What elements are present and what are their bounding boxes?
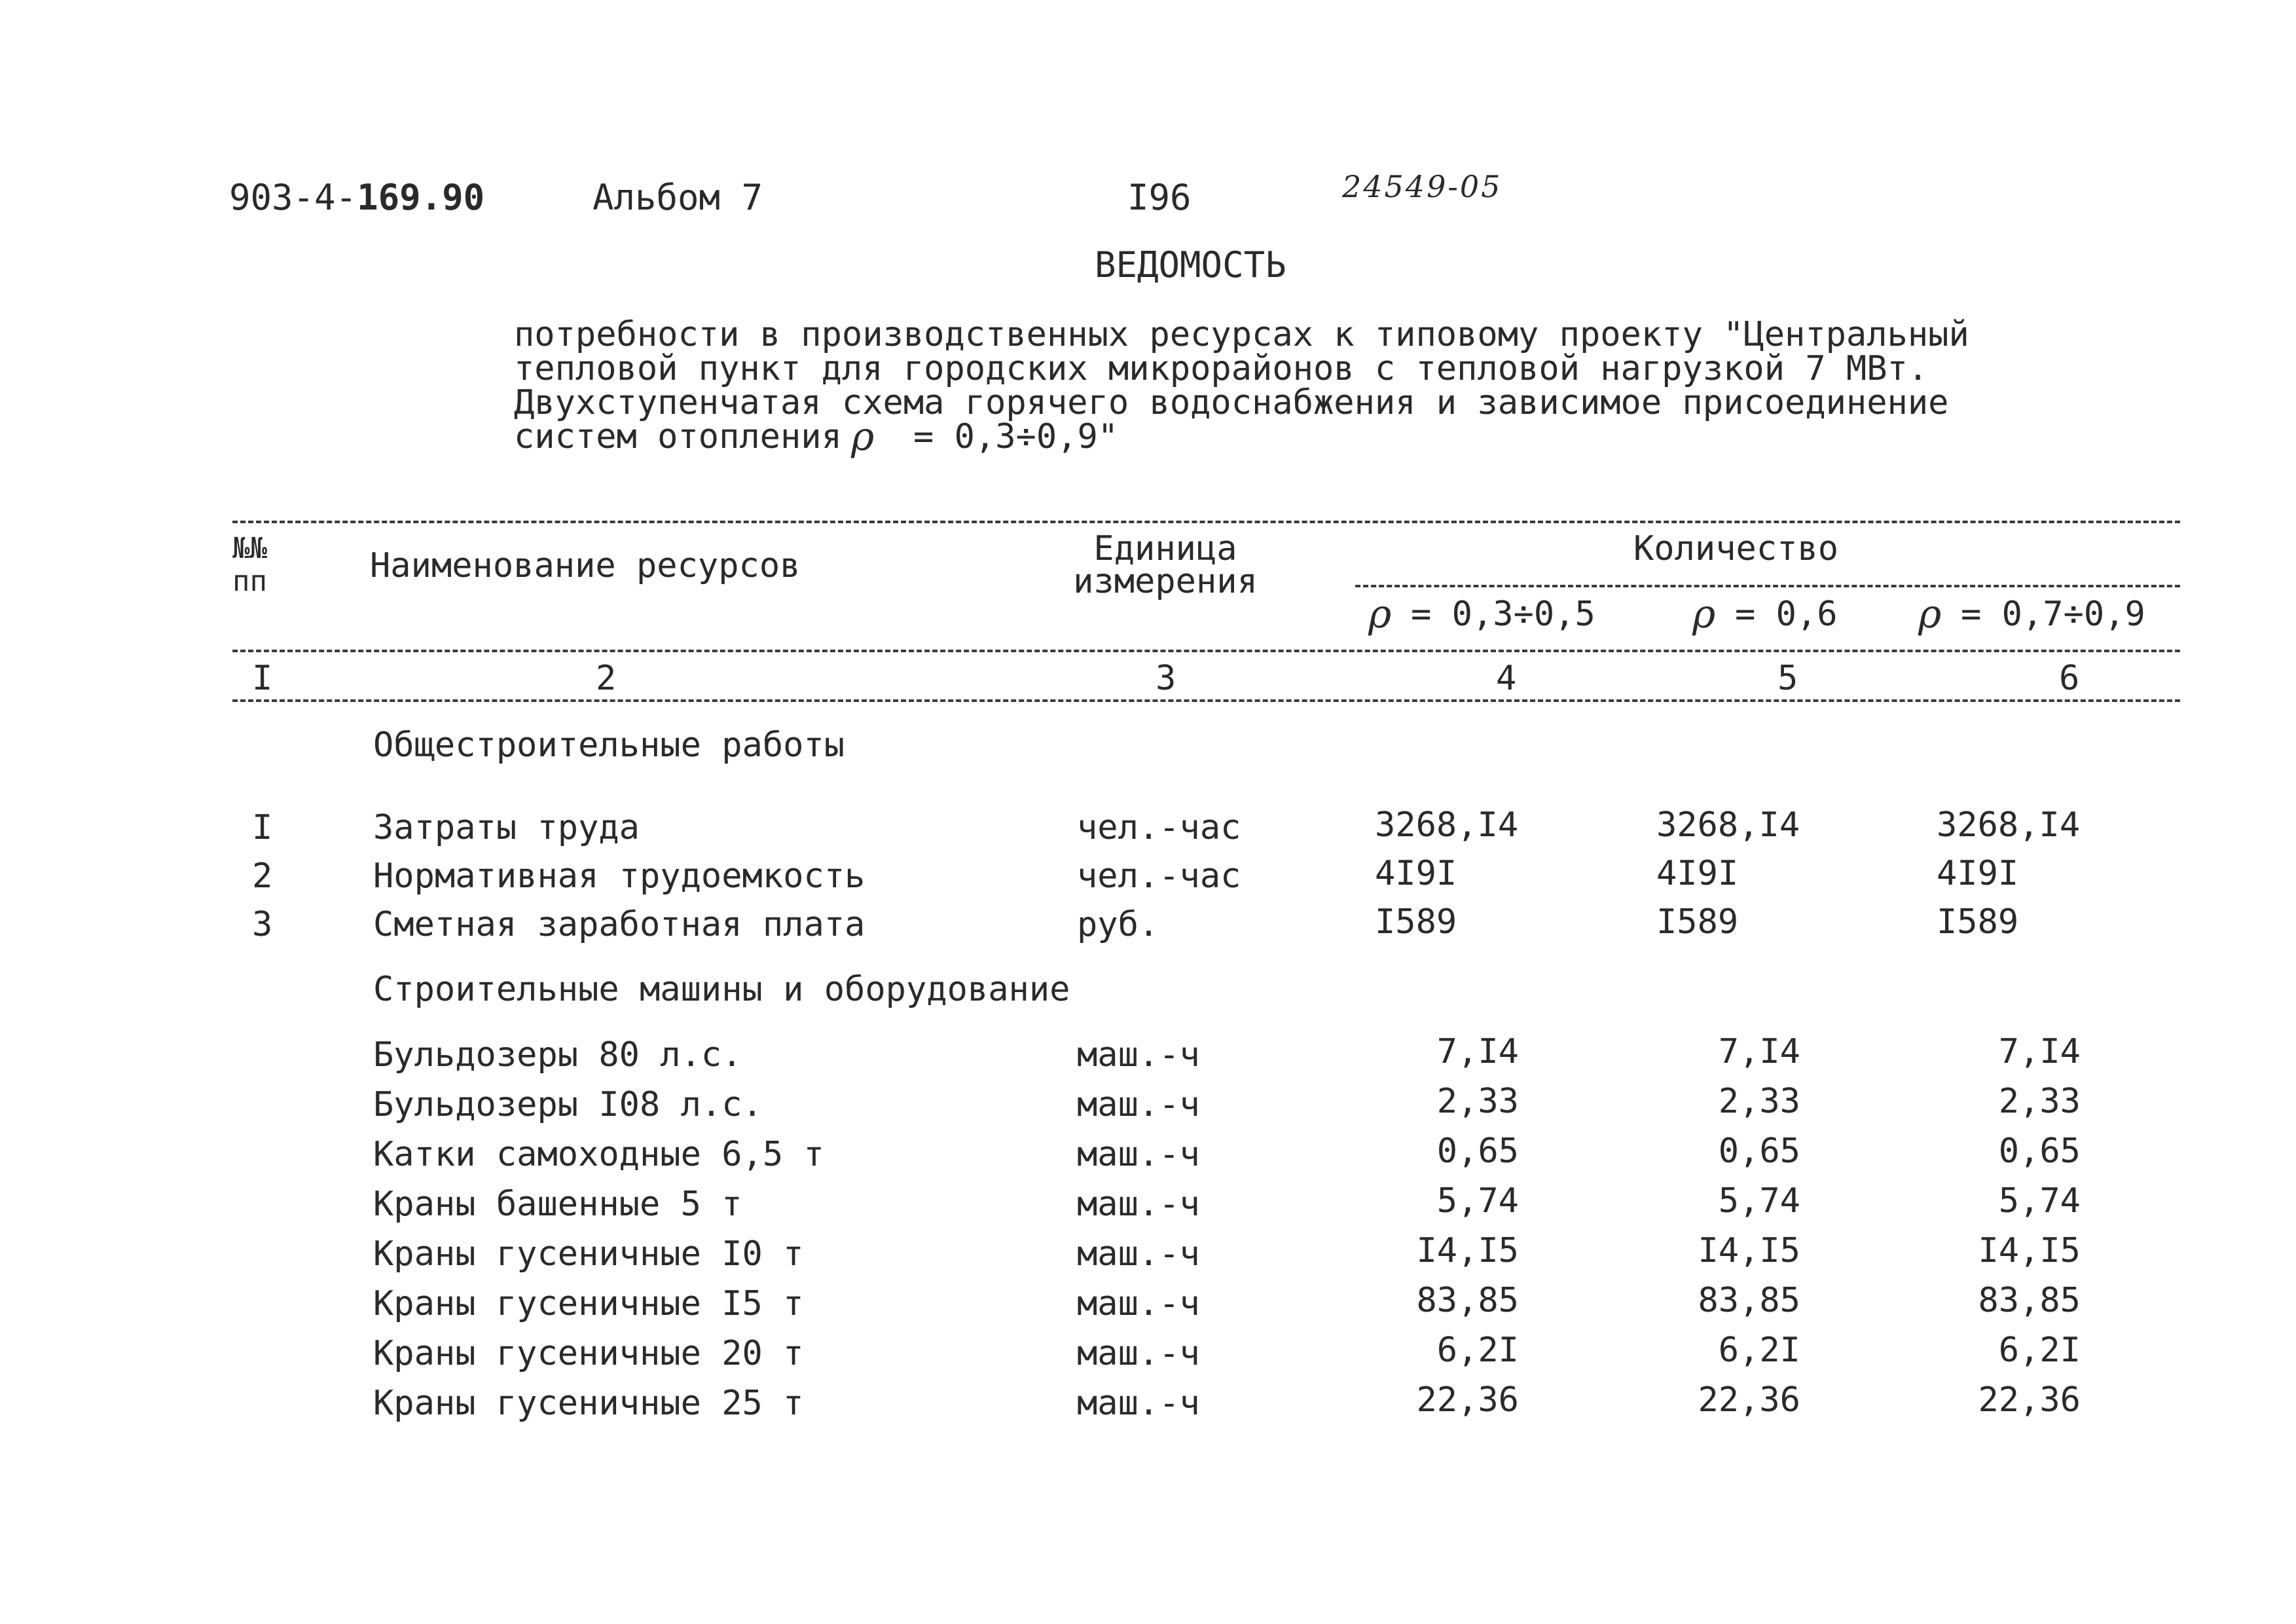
col-number-2: 2: [596, 659, 617, 698]
row-value-3: 6,2I: [1998, 1331, 2081, 1370]
row-unit: маш.-ч: [1077, 1334, 1200, 1373]
row-value-3: I4,I5: [1978, 1231, 2081, 1270]
doc-code: [229, 177, 485, 218]
subtitle-line-4: систем отопления: [514, 417, 842, 456]
page-number: I96: [1127, 177, 1192, 218]
col-unit-line2: измерения: [1073, 562, 1258, 601]
row-value-1: I4,I5: [1416, 1231, 1519, 1270]
row-value-1: I589: [1375, 902, 1457, 942]
row-name: Краны гусеничные 20 т: [373, 1334, 804, 1373]
row-name: Катки самоходные 6,5 т: [373, 1135, 824, 1174]
row-number: I: [252, 808, 273, 847]
row-unit: маш.-ч: [1077, 1384, 1200, 1423]
col-qty-sub-1: = 0,3÷0,5: [1411, 595, 1595, 634]
row-value-1: 0,65: [1436, 1132, 1519, 1171]
row-number: 2: [252, 857, 273, 896]
table-top-rule: [232, 521, 2180, 523]
row-value-2: 5,74: [1718, 1181, 1800, 1221]
col-number-1: I: [252, 659, 273, 698]
row-name: Бульдозеры 80 л.с.: [373, 1035, 742, 1075]
quantity-sub-rule: [1355, 585, 2180, 587]
row-value-3: 83,85: [1978, 1281, 2081, 1320]
row-value-2: 7,I4: [1718, 1032, 1800, 1071]
col-name-header: Наименование ресурсов: [370, 546, 801, 585]
col-num-line2: пп: [232, 564, 267, 598]
row-value-2: 0,65: [1718, 1132, 1800, 1171]
row-name: Затраты труда: [373, 808, 640, 847]
rho-symbol: ρ: [851, 414, 875, 460]
row-unit: маш.-ч: [1077, 1234, 1200, 1274]
rho-symbol-col4: ρ: [1368, 591, 1392, 637]
col-unit-line1: Единица: [1093, 529, 1237, 568]
row-unit: маш.-ч: [1077, 1185, 1200, 1224]
row-number: 3: [252, 905, 273, 944]
row-value-2: I589: [1656, 902, 1739, 942]
row-value-3: 5,74: [1998, 1181, 2081, 1221]
subtitle-line-1: потребности в производственных ресурсах к типовому проекту "Центральный: [514, 315, 1969, 354]
row-value-3: 2,33: [1998, 1082, 2081, 1121]
row-value-1: 5,74: [1436, 1181, 1519, 1221]
row-name: Сметная заработная плата: [373, 905, 866, 944]
row-name: Бульдозеры I08 л.с.: [373, 1085, 763, 1124]
row-name: Нормативная трудоемкость: [373, 857, 866, 896]
subtitle-line-2: тепловой пункт для городских микрорайонов с тепловой нагрузкой 7 МВт.: [514, 349, 1929, 388]
handwritten-number: 24549-05: [1342, 169, 1503, 204]
col-qty-sub-3: = 0,7÷0,9: [1961, 595, 2145, 634]
col-number-5: 5: [1777, 659, 1798, 698]
numbers-bottom-rule: [232, 699, 2180, 702]
row-unit: маш.-ч: [1077, 1085, 1200, 1124]
row-value-2: 83,85: [1698, 1281, 1800, 1320]
row-value-3: 4I9I: [1937, 854, 2019, 893]
row-unit: чел.-час: [1077, 808, 1241, 847]
row-unit: чел.-час: [1077, 857, 1241, 896]
row-unit: руб.: [1077, 905, 1159, 944]
row-value-2: I4,I5: [1698, 1231, 1800, 1270]
row-value-1: 6,2I: [1436, 1331, 1519, 1370]
row-unit: маш.-ч: [1077, 1135, 1200, 1174]
row-value-1: 3268,I4: [1375, 805, 1519, 845]
doc-code-prefix: 903-4-: [229, 177, 357, 218]
row-value-2: 6,2I: [1718, 1331, 1800, 1370]
row-value-3: I589: [1937, 902, 2019, 942]
album-label: Альбом 7: [592, 177, 763, 218]
document-title: ВЕДОМОСТЬ: [1095, 244, 1286, 286]
row-value-1: 22,36: [1416, 1380, 1519, 1420]
col-number-4: 4: [1496, 659, 1517, 698]
rho-symbol-col6: ρ: [1918, 591, 1942, 637]
row-value-3: 3268,I4: [1937, 805, 2081, 845]
row-unit: маш.-ч: [1077, 1284, 1200, 1323]
row-value-1: 83,85: [1416, 1281, 1519, 1320]
row-value-3: 22,36: [1978, 1380, 2081, 1420]
row-name: Краны гусеничные I0 т: [373, 1234, 804, 1274]
col-number-6: 6: [2059, 659, 2080, 698]
subtitle-line-3: Двухступенчатая схема горячего водоснабжения и зависимое присоединение: [514, 383, 1949, 422]
col-qty-sub-2: = 0,6: [1735, 595, 1838, 634]
row-value-2: 3268,I4: [1656, 805, 1800, 845]
row-value-2: 4I9I: [1656, 854, 1739, 893]
header-bottom-rule: [232, 650, 2180, 652]
row-unit: маш.-ч: [1077, 1035, 1200, 1075]
doc-code-number: 169.90: [357, 177, 485, 218]
row-name: Краны башенные 5 т: [373, 1185, 742, 1224]
row-value-3: 7,I4: [1998, 1032, 2081, 1071]
section-general-works: Общестроительные работы: [373, 726, 845, 765]
row-name: Краны гусеничные 25 т: [373, 1384, 804, 1423]
section-machines: Строительные машины и оборудование: [373, 970, 1070, 1009]
col-number-3: 3: [1156, 659, 1176, 698]
row-value-1: 7,I4: [1436, 1032, 1519, 1071]
col-quantity-header: Количество: [1633, 529, 1839, 568]
row-value-2: 22,36: [1698, 1380, 1800, 1420]
subtitle-line-5: = 0,3÷0,9": [913, 417, 1119, 456]
row-name: Краны гусеничные I5 т: [373, 1284, 804, 1323]
row-value-1: 4I9I: [1375, 854, 1457, 893]
row-value-1: 2,33: [1436, 1082, 1519, 1121]
row-value-3: 0,65: [1998, 1132, 2081, 1171]
row-value-2: 2,33: [1718, 1082, 1800, 1121]
rho-symbol-col5: ρ: [1692, 591, 1716, 637]
col-num-line1: №№: [232, 532, 267, 565]
